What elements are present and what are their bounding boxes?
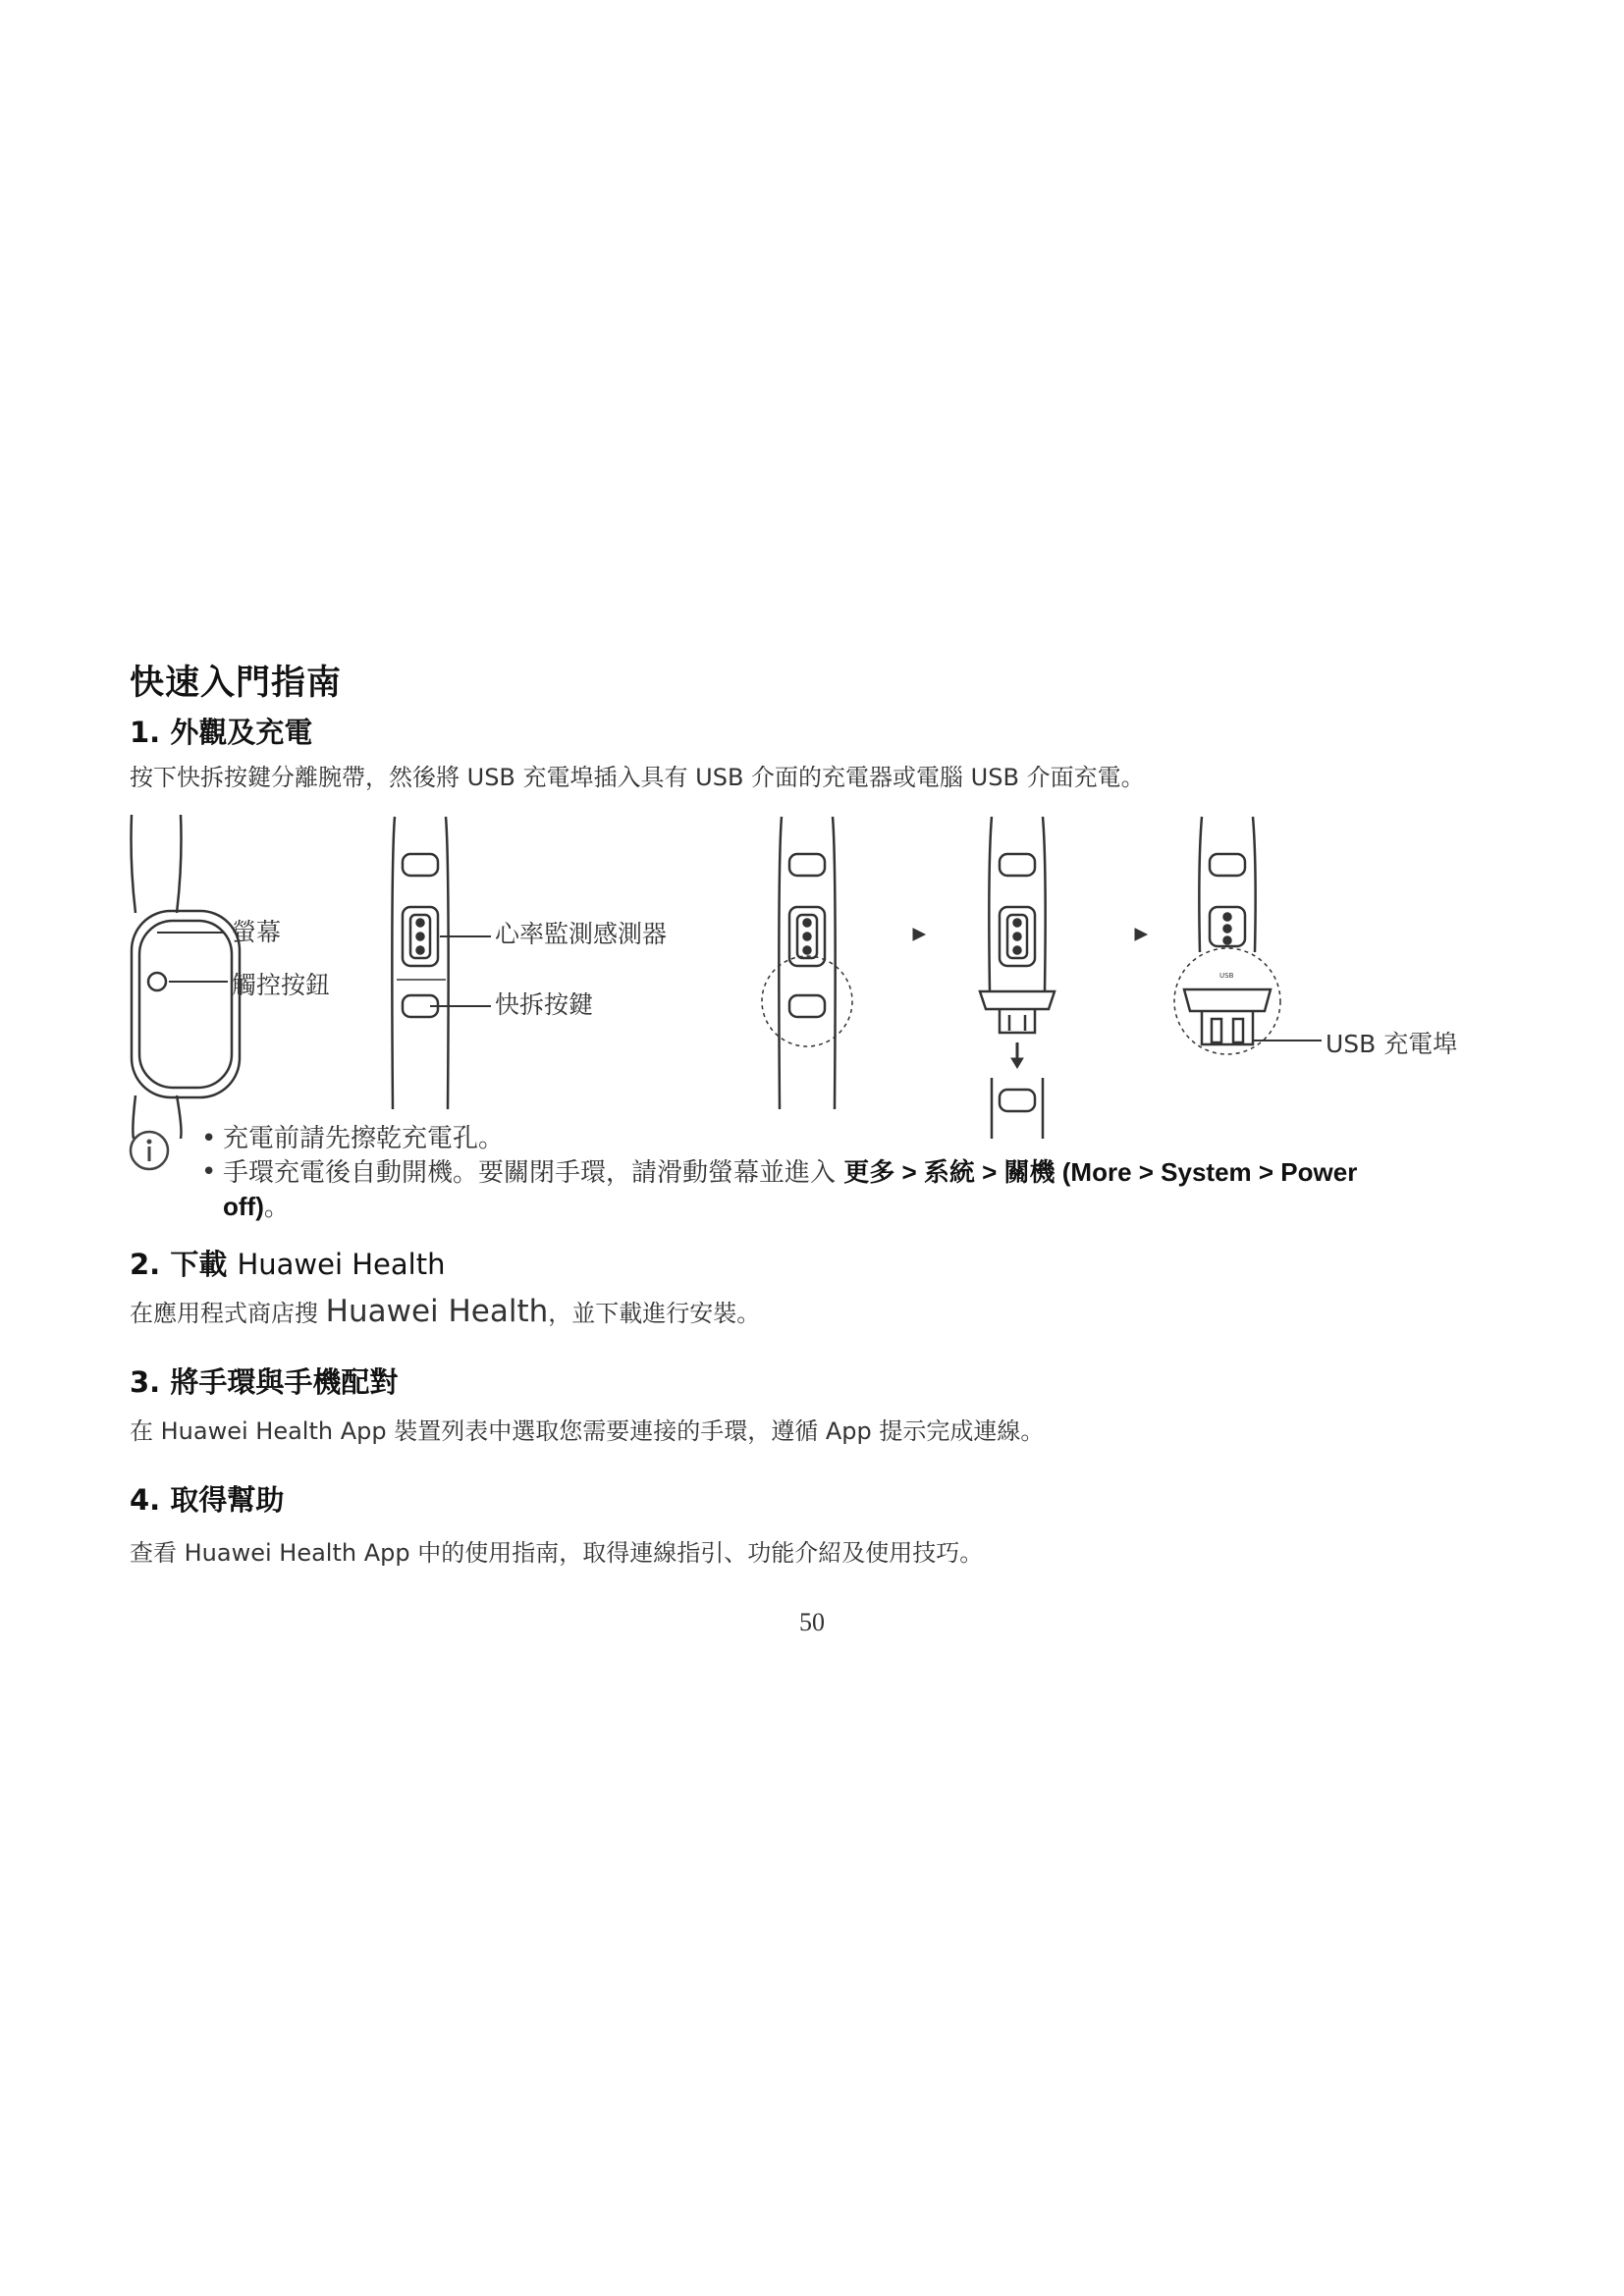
menu-path-wrap: off)	[223, 1192, 264, 1221]
section-2-heading	[130, 1243, 445, 1283]
page-number: 50	[799, 1608, 825, 1636]
page-title: 快速入門指南	[130, 664, 343, 703]
section-4-text: 查看 Huawei Health App 中的使用指南，取得連線指引、功能介紹及使用技巧。	[130, 1539, 984, 1567]
section-1-heading	[130, 711, 312, 751]
note-item	[201, 1155, 1357, 1190]
note-end: 。	[263, 1193, 290, 1222]
section-3-number: 3.	[130, 1365, 161, 1399]
section-3-title: 將手環與手機配對	[170, 1365, 399, 1399]
section-2-app-name: Huawei Health	[237, 1248, 446, 1281]
section-2-title: 下載	[170, 1248, 228, 1281]
label-touch-button: 觸控按鈕	[232, 971, 331, 999]
section-3-text: 在 Huawei Health App 裝置列表中選取您需要連接的手環，遵循 App 提示完成連線。	[130, 1417, 1045, 1445]
bullet: •	[201, 1124, 217, 1153]
label-quick-release-button: 快拆按鍵	[495, 990, 594, 1019]
note-item-continuation	[201, 1190, 1357, 1224]
band-front-drawing	[132, 815, 241, 1139]
bullet: •	[201, 1157, 217, 1187]
section-1-title: 外觀及充電	[170, 716, 313, 749]
band-back-drawing	[392, 817, 448, 1109]
section-2-text-app: Huawei Health	[325, 1294, 549, 1329]
note-text: 手環充電後自動開機。要關閉手環，請滑動螢幕並進入	[223, 1158, 844, 1188]
usb-mark: USB	[1219, 972, 1234, 980]
band-unlatched-drawing	[762, 817, 852, 1109]
notes-list	[201, 1122, 1357, 1224]
section-2-text-suffix: ，並下載進行安裝。	[548, 1300, 761, 1327]
section-4-title: 取得幫助	[170, 1483, 285, 1517]
section-3-heading	[130, 1361, 398, 1401]
band-separated-drawing	[980, 817, 1055, 1139]
section-4-number: 4.	[130, 1483, 161, 1517]
note-text: 充電前請先擦乾充電孔。	[223, 1124, 505, 1153]
section-2-number: 2.	[130, 1248, 161, 1281]
label-heart-rate-sensor: 心率監測感測器	[495, 920, 668, 948]
section-2-text-prefix: 在應用程式商店搜	[130, 1300, 318, 1327]
label-screen: 螢幕	[232, 918, 282, 946]
section-1-text: 按下快拆按鍵分離腕帶，然後將 USB 充電埠插入具有 USB 介面的充電器或電腦 USB 介面充電。	[130, 764, 1145, 791]
info-icon	[128, 1129, 171, 1172]
menu-path: 更多 > 系統 > 關機 (More > System > Power	[843, 1157, 1358, 1187]
band-illustration	[118, 805, 1532, 1139]
band-usb-drawing	[1174, 817, 1280, 1054]
section-4-heading	[130, 1478, 284, 1519]
label-usb-port: USB 充電埠	[1326, 1030, 1458, 1058]
note-item	[201, 1122, 1357, 1155]
section-2-text	[130, 1294, 760, 1329]
section-1-number: 1.	[130, 716, 161, 749]
